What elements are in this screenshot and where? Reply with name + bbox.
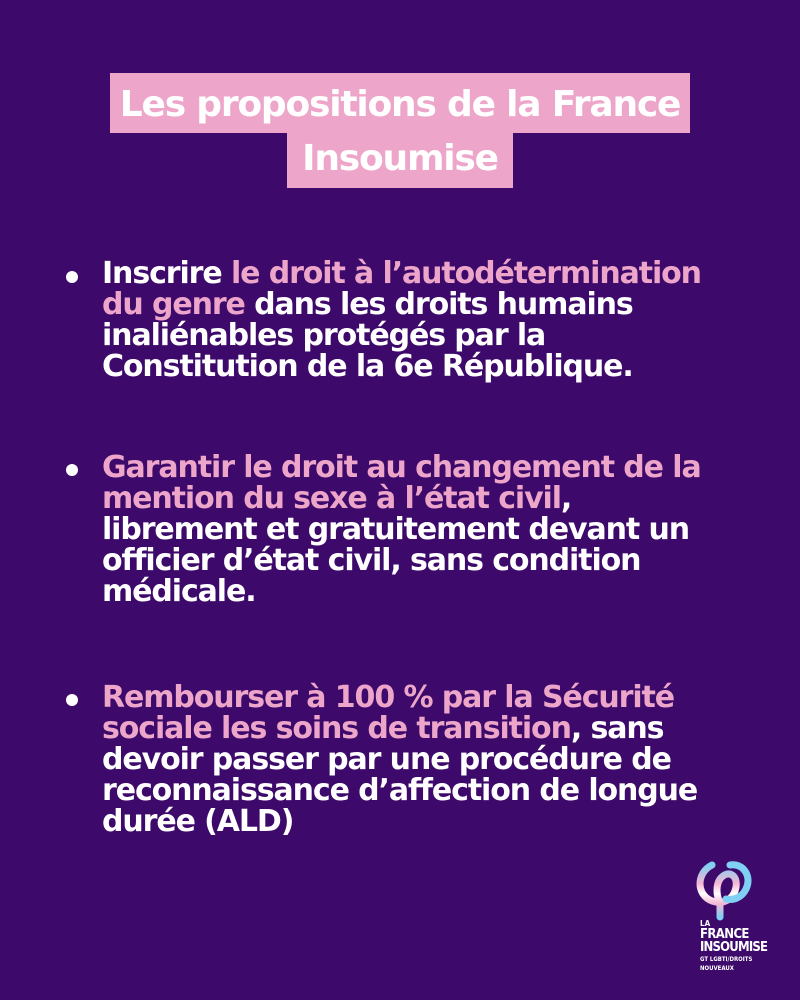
highlighted-text: le droit à l’autodétermination — [230, 256, 701, 291]
proposal-line — [102, 320, 722, 351]
highlighted-text: Rembourser à 100 % par la Sécurité — [102, 680, 675, 715]
highlighted-text: du genre — [102, 287, 245, 322]
plain-text: , sans — [570, 711, 664, 746]
logo-line-1: LA — [700, 919, 711, 928]
proposal-line — [102, 483, 722, 514]
highlighted-text: Garantir le droit au changement de la — [102, 450, 701, 485]
highlighted-text: mention du sexe à l’état civil — [102, 481, 561, 516]
plain-text: reconnaissance d’affection de longue — [102, 773, 698, 808]
highlighted-text: sociale les soins de transition — [102, 711, 571, 746]
lfi-lgbti-logo — [690, 855, 770, 985]
proposal-text — [102, 452, 722, 607]
plain-text: durée (ALD) — [102, 804, 294, 839]
bullet-dot-icon — [66, 464, 78, 476]
title-banner — [0, 0, 800, 200]
proposal-line — [102, 452, 722, 483]
proposal-line — [102, 351, 722, 382]
proposal-line — [102, 289, 722, 320]
bullet-dot-icon — [66, 694, 78, 706]
proposal-text — [102, 682, 722, 837]
proposal-line — [102, 713, 722, 744]
proposal-line — [102, 545, 722, 576]
proposal-line — [102, 576, 722, 607]
proposal-line — [102, 682, 722, 713]
plain-text: Inscrire — [102, 256, 231, 291]
title-line-2: Insoumise — [287, 131, 513, 188]
logo-line-3: INSOUMISE — [700, 940, 768, 955]
title-line-1: Les propositions de la France — [110, 73, 690, 133]
logo-wordmark — [700, 919, 770, 972]
plain-text: Constitution de la 6e République. — [102, 349, 633, 384]
proposal-line — [102, 258, 722, 289]
bullet-dot-icon — [66, 271, 78, 283]
proposal-line — [102, 744, 722, 775]
plain-text: officier d’état civil, sans condition — [102, 543, 641, 578]
proposal-line — [102, 514, 722, 545]
plain-text: , — [560, 481, 572, 516]
phi-logo-icon — [690, 855, 770, 925]
logo-line-5: NOUVEAUX — [700, 965, 734, 972]
proposal-line — [102, 806, 722, 837]
plain-text: librement et gratuitement devant un — [102, 512, 689, 547]
logo-line-2: FRANCE — [700, 927, 749, 942]
proposal-line — [102, 775, 722, 806]
plain-text: médicale. — [102, 574, 256, 609]
plain-text: devoir passer par une procédure de — [102, 742, 671, 777]
plain-text: inaliénables protégés par la — [102, 318, 546, 353]
logo-line-4: GT LGBTI/DROITS — [700, 956, 753, 963]
proposal-text — [102, 258, 722, 382]
plain-text: dans les droits humains — [244, 287, 633, 322]
